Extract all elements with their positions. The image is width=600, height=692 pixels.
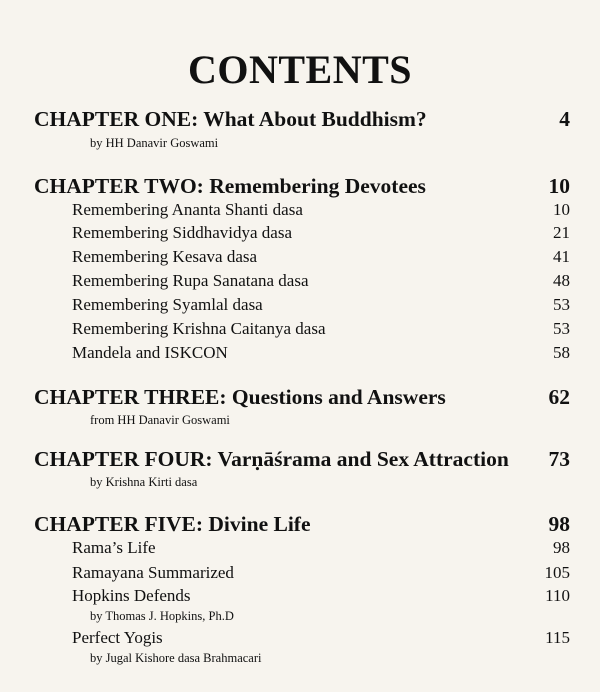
entry-page: 53 <box>553 319 570 338</box>
chapter-page: 62 <box>548 385 570 409</box>
entry-title: Remembering Syamlal dasa <box>72 295 263 314</box>
chapter-title: CHAPTER FIVE: Divine Life <box>34 512 311 536</box>
entry-title: Remembering Siddhavidya dasa <box>72 223 293 242</box>
chapter-title: CHAPTER THREE: Questions and Answers <box>34 385 446 409</box>
entry-page: 58 <box>553 343 570 362</box>
entry-title: Remembering Rupa Sanatana dasa <box>72 271 309 290</box>
entry-page: 115 <box>545 628 570 647</box>
page-title: CONTENTS <box>187 47 413 92</box>
chapter-page: 10 <box>548 174 570 198</box>
entry-author: by Thomas J. Hopkins, Ph.D <box>90 609 234 623</box>
chapter-page: 4 <box>559 107 570 131</box>
chapter-author: by HH Danavir Goswami <box>90 136 219 150</box>
entry-page: 41 <box>553 247 570 266</box>
entry-page: 98 <box>553 538 570 557</box>
entry-page: 105 <box>544 563 570 582</box>
chapter-title: CHAPTER FOUR: Varṇāśrama and Sex Attraction <box>34 447 509 471</box>
entry-title: Hopkins Defends <box>72 586 191 605</box>
chapter-title: CHAPTER ONE: What About Buddhism? <box>34 107 427 131</box>
entry-page: 53 <box>553 295 570 314</box>
entry-page: 21 <box>553 223 570 242</box>
entry-page: 110 <box>545 586 570 605</box>
entry-title: Ramayana Summarized <box>72 563 234 582</box>
chapter-page: 73 <box>548 447 570 471</box>
chapter-author: from HH Danavir Goswami <box>90 413 230 427</box>
entry-title: Rama’s Life <box>72 538 156 557</box>
entry-title: Remembering Ananta Shanti dasa <box>72 200 303 219</box>
entry-title: Perfect Yogis <box>72 628 163 647</box>
chapter-page: 98 <box>548 512 570 536</box>
entry-page: 48 <box>553 271 570 290</box>
entry-title: Remembering Kesava dasa <box>72 247 258 266</box>
entry-title: Remembering Krishna Caitanya dasa <box>72 319 326 338</box>
chapter-title: CHAPTER TWO: Remembering Devotees <box>34 174 426 198</box>
entry-title: Mandela and ISKCON <box>72 343 228 362</box>
entry-page: 10 <box>553 200 570 219</box>
entry-author: by Jugal Kishore dasa Brahmacari <box>90 651 262 665</box>
chapter-author: by Krishna Kirti dasa <box>90 475 198 489</box>
